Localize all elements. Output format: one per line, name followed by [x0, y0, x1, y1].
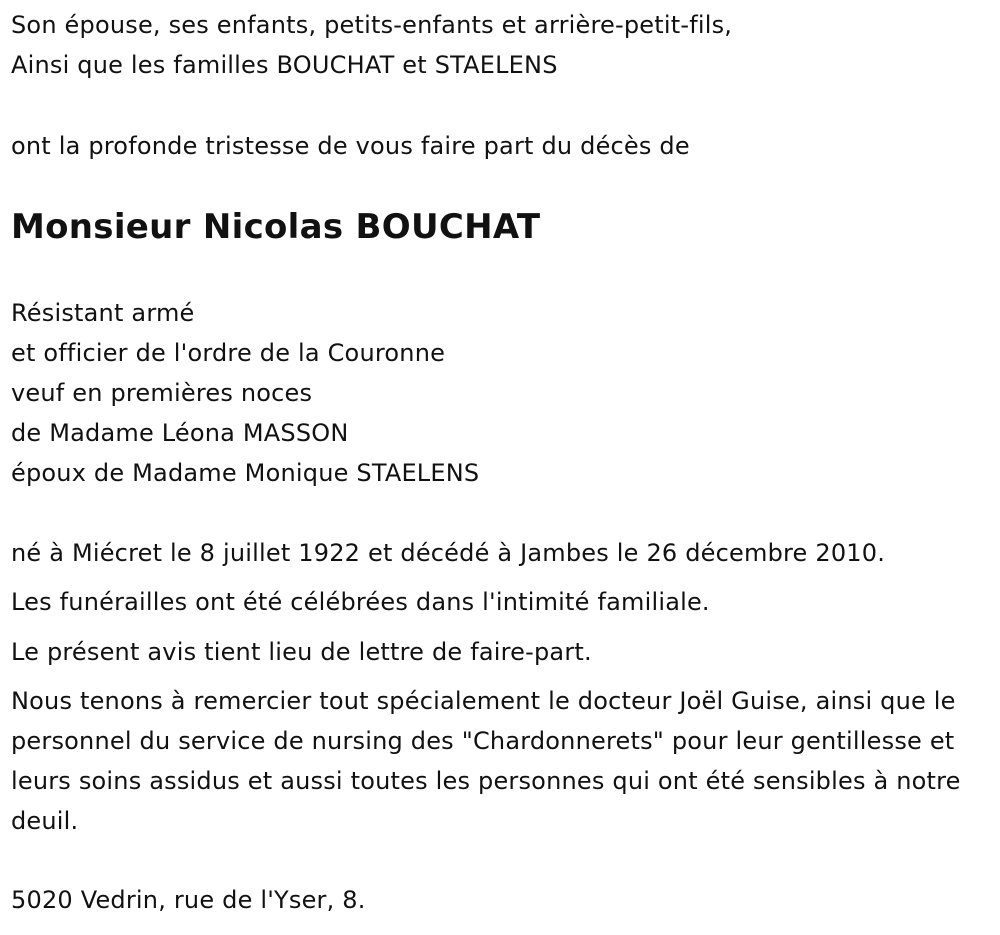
- title-line-3: veuf en premières noces: [11, 379, 313, 407]
- notice-note: Le présent avis tient lieu de lettre de faire-part.: [11, 638, 592, 666]
- title-line-5: époux de Madame Monique STAELENS: [11, 459, 480, 487]
- thanks-paragraph: Nous tenons à remercier tout spécialement le docteur Joël Guise, ainsi que le personnel du service de nursing des "Chardonnerets" pour leur gentillesse et leurs soins assidus et aussi toutes les personnes qui ont été sensibles à notre deuil.: [11, 687, 961, 835]
- deceased-name: Monsieur Nicolas BOUCHAT: [11, 207, 541, 247]
- announce-line: ont la profonde tristesse de vous faire part du décès de: [11, 132, 690, 160]
- title-line-2: et officier de l'ordre de la Couronne: [11, 339, 446, 367]
- address-line: 5020 Vedrin, rue de l'Yser, 8.: [11, 886, 366, 914]
- title-line-1: Résistant armé: [11, 299, 195, 327]
- title-line-4: de Madame Léona MASSON: [11, 419, 349, 447]
- family-line-2: Ainsi que les familles BOUCHAT et STAELENS: [11, 51, 558, 79]
- funeral-note: Les funérailles ont été célébrées dans l'intimité familiale.: [11, 588, 710, 616]
- birth-death-line: né à Miécret le 8 juillet 1922 et décédé à Jambes le 26 décembre 2010.: [11, 539, 886, 567]
- family-line-1: Son épouse, ses enfants, petits-enfants et arrière-petit-fils,: [11, 11, 733, 39]
